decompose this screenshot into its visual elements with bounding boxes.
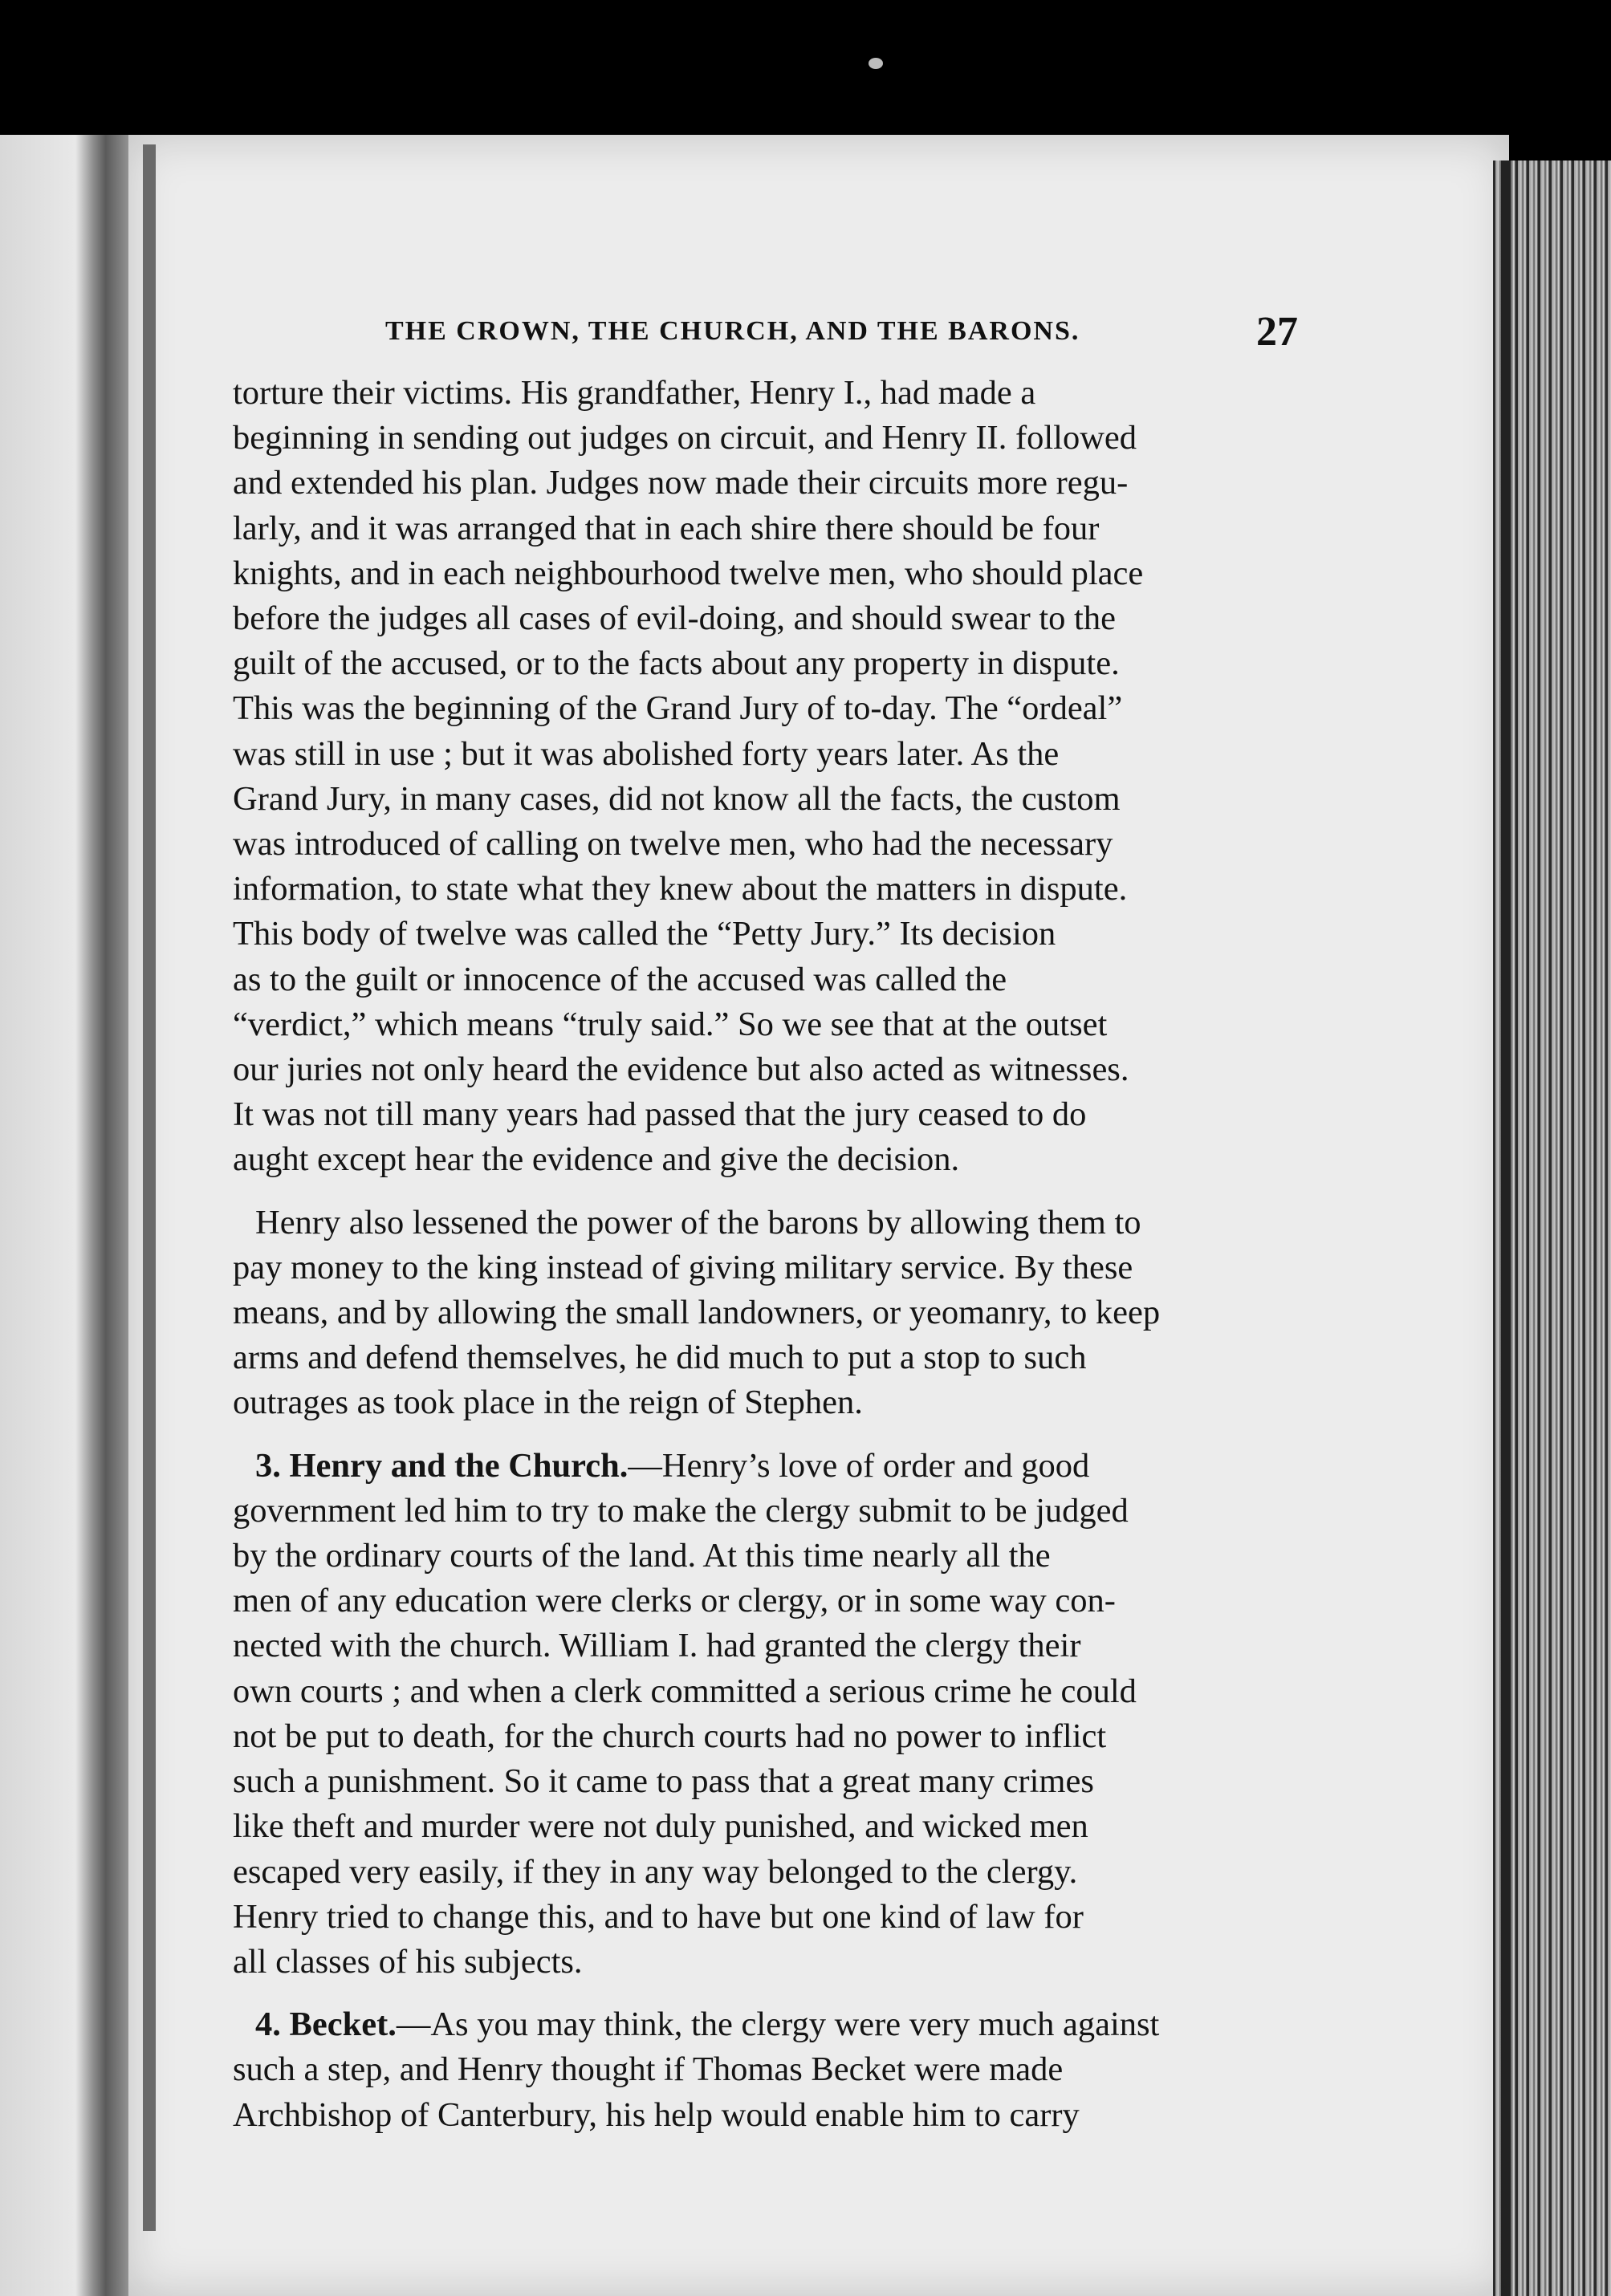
text-line: government led him to try to make the clergy submit to be judged bbox=[233, 1491, 1129, 1530]
text-line: —Henry’s love of order and good bbox=[628, 1446, 1090, 1485]
text-line: knights, and in each neighbourhood twelve men, who should place bbox=[233, 554, 1144, 592]
text-line: before the judges all cases of evil-doing, and should swear to the bbox=[233, 599, 1116, 638]
text-line: Archbishop of Canterbury, his help would enable him to carry bbox=[233, 2095, 1080, 2134]
text-line: was still in use ; but it was abolished forty years later. As the bbox=[233, 734, 1060, 773]
text-line: and extended his plan. Judges now made their circuits more regu- bbox=[233, 464, 1129, 502]
text-line: beginning in sending out judges on circuit, and Henry II. followed bbox=[233, 419, 1137, 457]
text-line: —As you may think, the clergy were very much against bbox=[396, 2005, 1160, 2044]
paragraph-2 bbox=[233, 1201, 1278, 1426]
text-line: aught except hear the evidence and give the decision. bbox=[233, 1140, 960, 1179]
text-line: torture their victims. His grandfather, Henry I., had made a bbox=[233, 374, 1036, 412]
text-line: means, and by allowing the small landowners, or yeomanry, to keep bbox=[233, 1294, 1161, 1332]
text-line: pay money to the king instead of giving military service. By these bbox=[233, 1248, 1133, 1286]
text-line: such a step, and Henry thought if Thomas Becket were made bbox=[233, 2050, 1064, 2089]
text-line: This body of twelve was called the “Petty Jury.” Its decision bbox=[233, 915, 1056, 953]
text-line: “verdict,” which means “truly said.” So we see that at the outset bbox=[233, 1005, 1108, 1043]
text-line: escaped very easily, if they in any way belonged to the clergy. bbox=[233, 1852, 1078, 1891]
text-line: such a punishment. So it came to pass that a great many crimes bbox=[233, 1762, 1094, 1801]
text-line: own courts ; and when a clerk committed a serious crime he could bbox=[233, 1672, 1137, 1710]
text-line: all classes of his subjects. bbox=[233, 1942, 583, 1981]
text-line: not be put to death, for the church courts had no power to inflict bbox=[233, 1717, 1107, 1755]
paragraph-4 bbox=[233, 2002, 1278, 2138]
text-line: nected with the church. William I. had granted the clergy their bbox=[233, 1627, 1081, 1665]
text-line bbox=[233, 2002, 1278, 2047]
text-line: It was not till many years had passed that the jury ceased to do bbox=[233, 1095, 1087, 1134]
text-line: as to the guilt or innocence of the accused was called the bbox=[233, 960, 1007, 998]
text-line: arms and defend themselves, he did much to put a stop to such bbox=[233, 1339, 1087, 1377]
paragraph-3 bbox=[233, 1444, 1278, 1985]
page-edges-right bbox=[1493, 161, 1611, 2296]
gutter-shadow bbox=[143, 144, 156, 2231]
text-line: information, to state what they knew about the matters in dispute. bbox=[233, 870, 1128, 908]
text-line bbox=[233, 1444, 1278, 1489]
paragraph-1 bbox=[233, 371, 1278, 1183]
text-line: by the ordinary courts of the land. At this time nearly all the bbox=[233, 1537, 1051, 1575]
text-line: larly, and it was arranged that in each shire there should be four bbox=[233, 509, 1100, 547]
text-line: guilt of the accused, or to the facts about any property in dispute. bbox=[233, 644, 1120, 683]
text-line: This was the beginning of the Grand Jury of to-day. The “ordeal” bbox=[233, 689, 1123, 728]
page-edge-shadow bbox=[1501, 161, 1511, 2296]
running-head: THE CROWN, THE CHURCH, AND THE BARONS. bbox=[385, 316, 1080, 346]
text-line: men of any education were clerks or clergy, or in some way con- bbox=[233, 1582, 1116, 1620]
text-line: outrages as took place in the reign of Stephen. bbox=[233, 1384, 863, 1422]
text-line: Henry also lessened the power of the barons by allowing them to bbox=[255, 1203, 1141, 1241]
body-text bbox=[233, 371, 1278, 2138]
dust-speck bbox=[869, 58, 883, 69]
text-line: Henry tried to change this, and to have but one kind of law for bbox=[233, 1897, 1084, 1936]
section-heading: 4. Becket. bbox=[255, 2005, 397, 2044]
section-heading: 3. Henry and the Church. bbox=[255, 1446, 629, 1485]
text-line: like theft and murder were not duly punished, and wicked men bbox=[233, 1807, 1088, 1846]
text-line: was introduced of calling on twelve men, who had the necessary bbox=[233, 825, 1113, 864]
text-line: Grand Jury, in many cases, did not know all the facts, the custom bbox=[233, 779, 1121, 818]
text-line: our juries not only heard the evidence but also acted as witnesses. bbox=[233, 1050, 1129, 1089]
page-number: 27 bbox=[1256, 309, 1298, 355]
